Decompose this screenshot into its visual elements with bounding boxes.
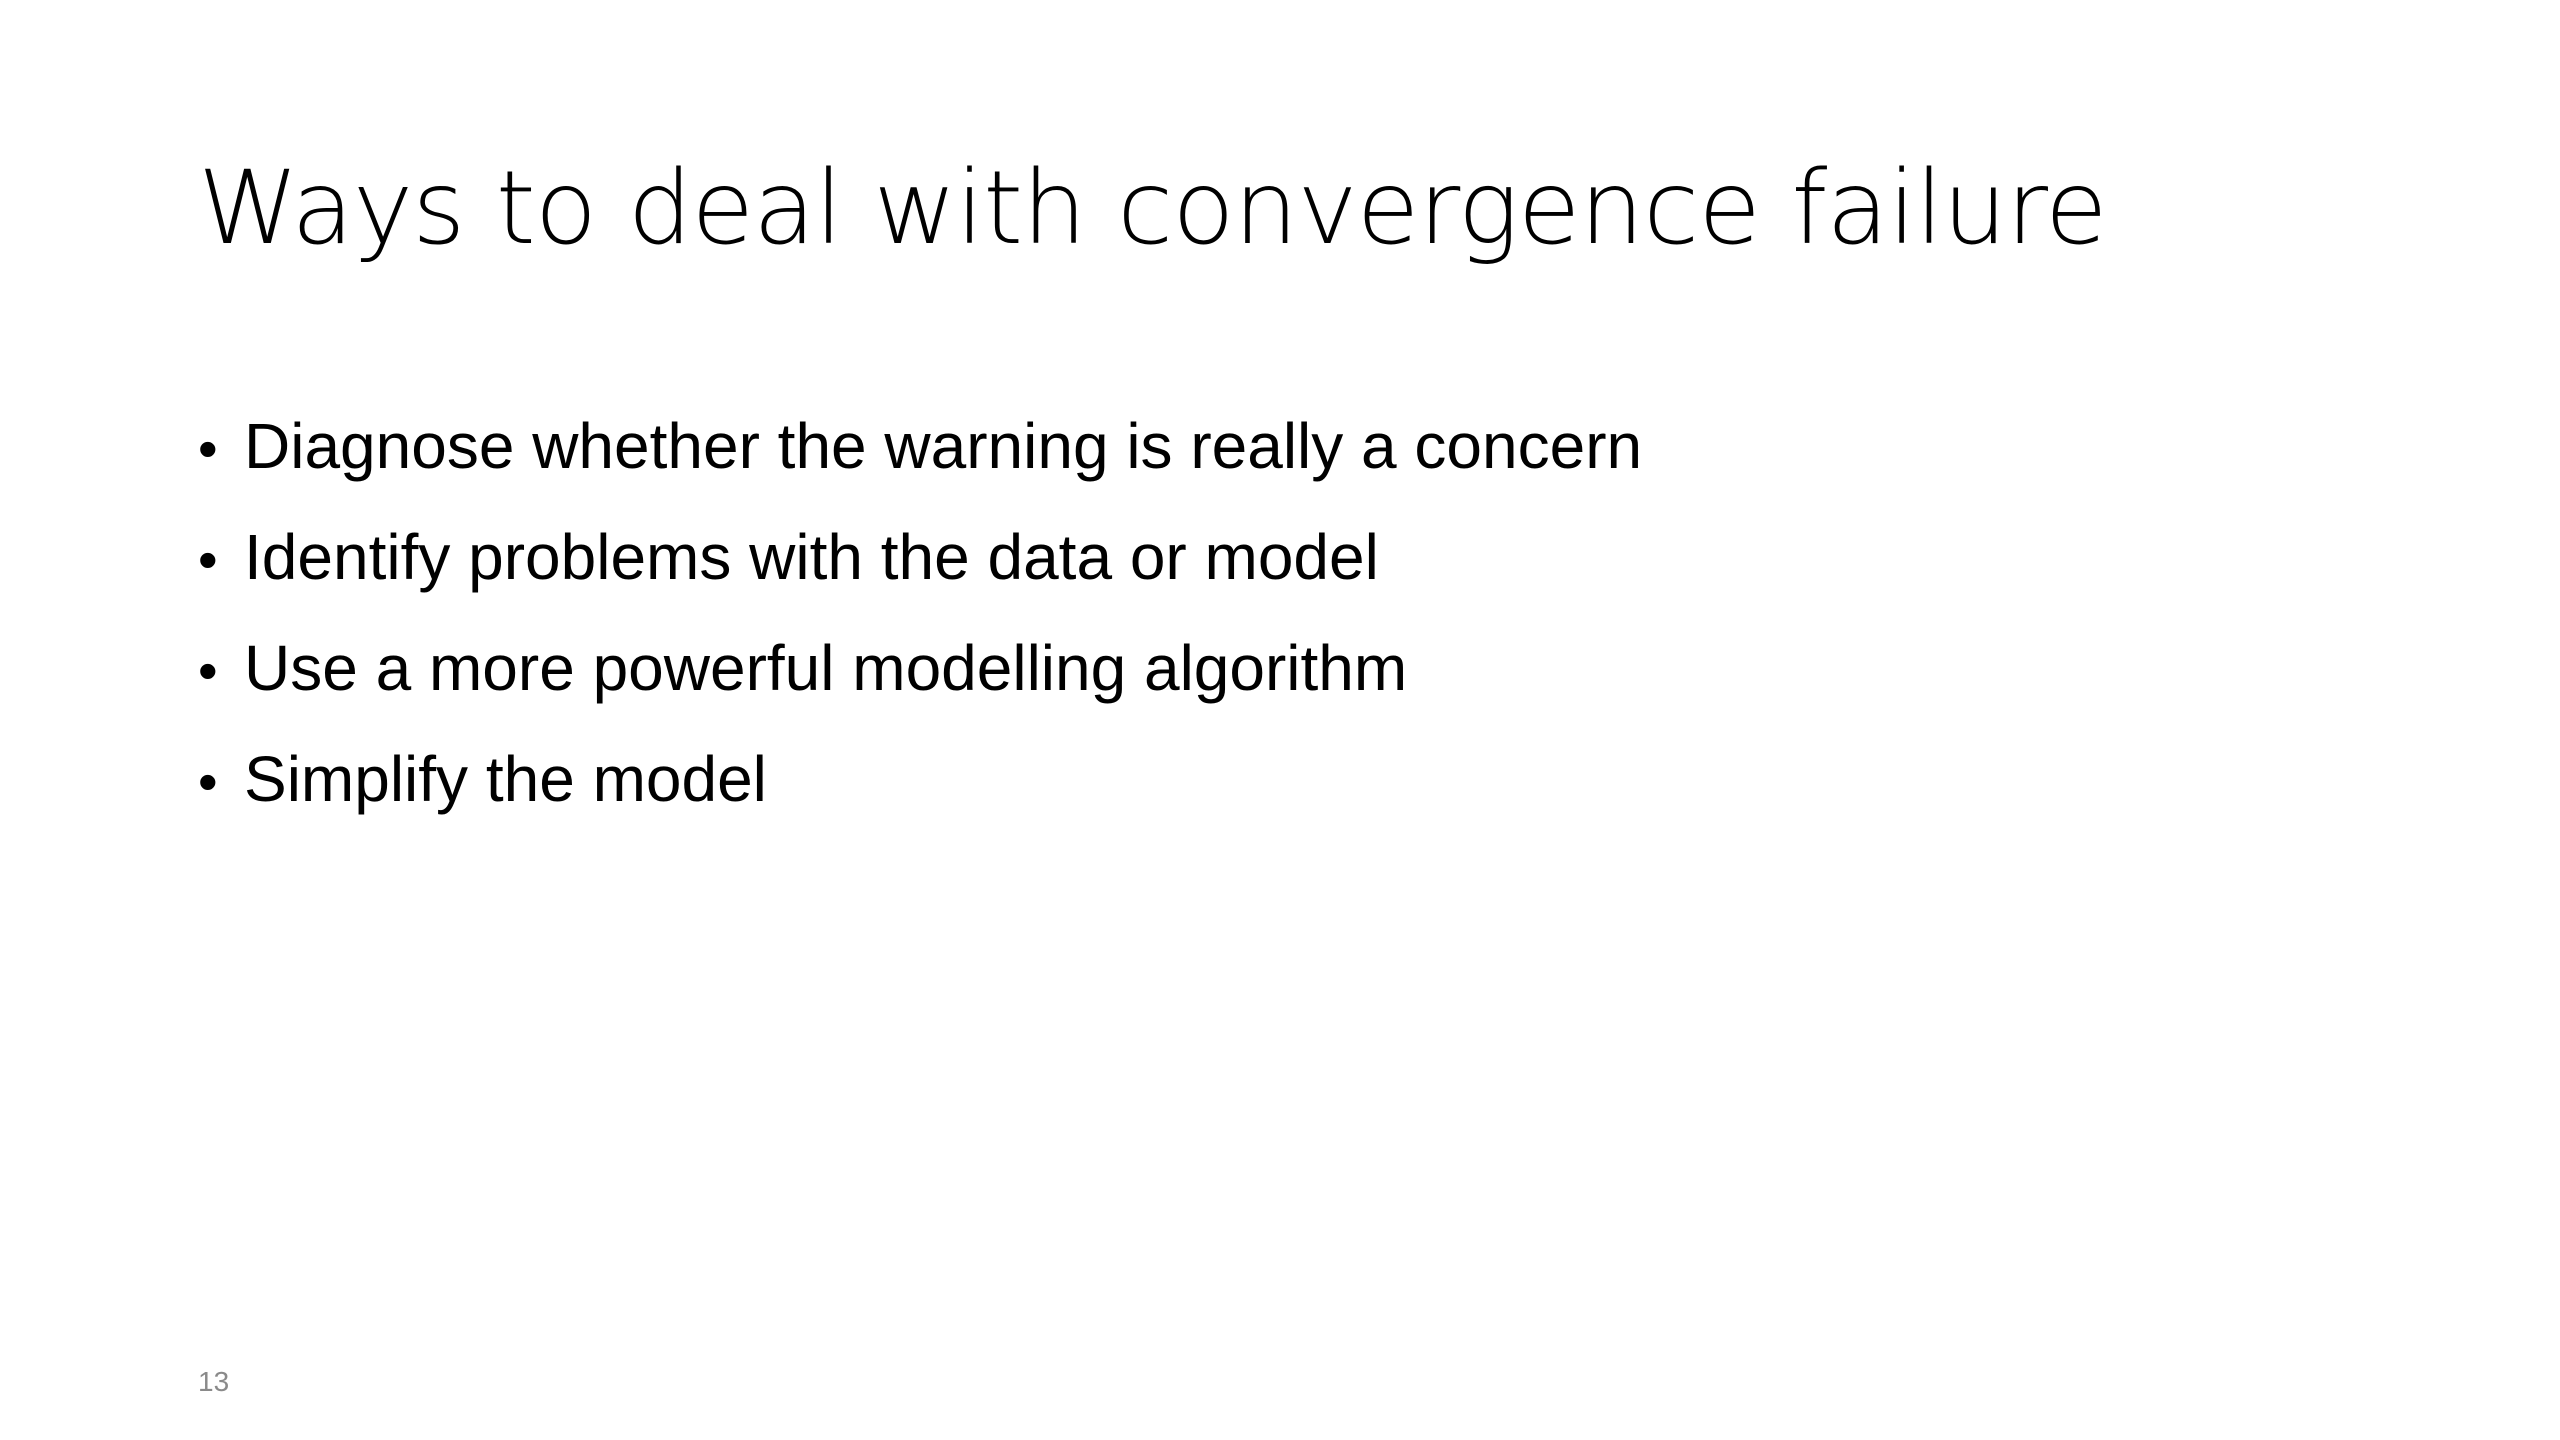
bullet-text: Simplify the model (244, 743, 767, 815)
bullet-icon: • (198, 528, 218, 591)
page-number: 13 (198, 1366, 230, 1397)
bullet-item (198, 725, 1642, 836)
bullet-list (198, 392, 1642, 836)
bullet-icon: • (198, 750, 218, 813)
bullet-text: Identify problems with the data or model (244, 521, 1379, 593)
bullet-icon: • (198, 639, 218, 702)
slide-title: Ways to deal with convergence failure (198, 149, 2107, 268)
bullet-icon: • (198, 417, 218, 480)
bullet-text: Diagnose whether the warning is really a concern (244, 410, 1643, 482)
bullet-item (198, 503, 1642, 614)
bullet-item (198, 614, 1642, 725)
bullet-text: Use a more powerful modelling algorithm (244, 632, 1408, 704)
bullet-item (198, 392, 1642, 503)
